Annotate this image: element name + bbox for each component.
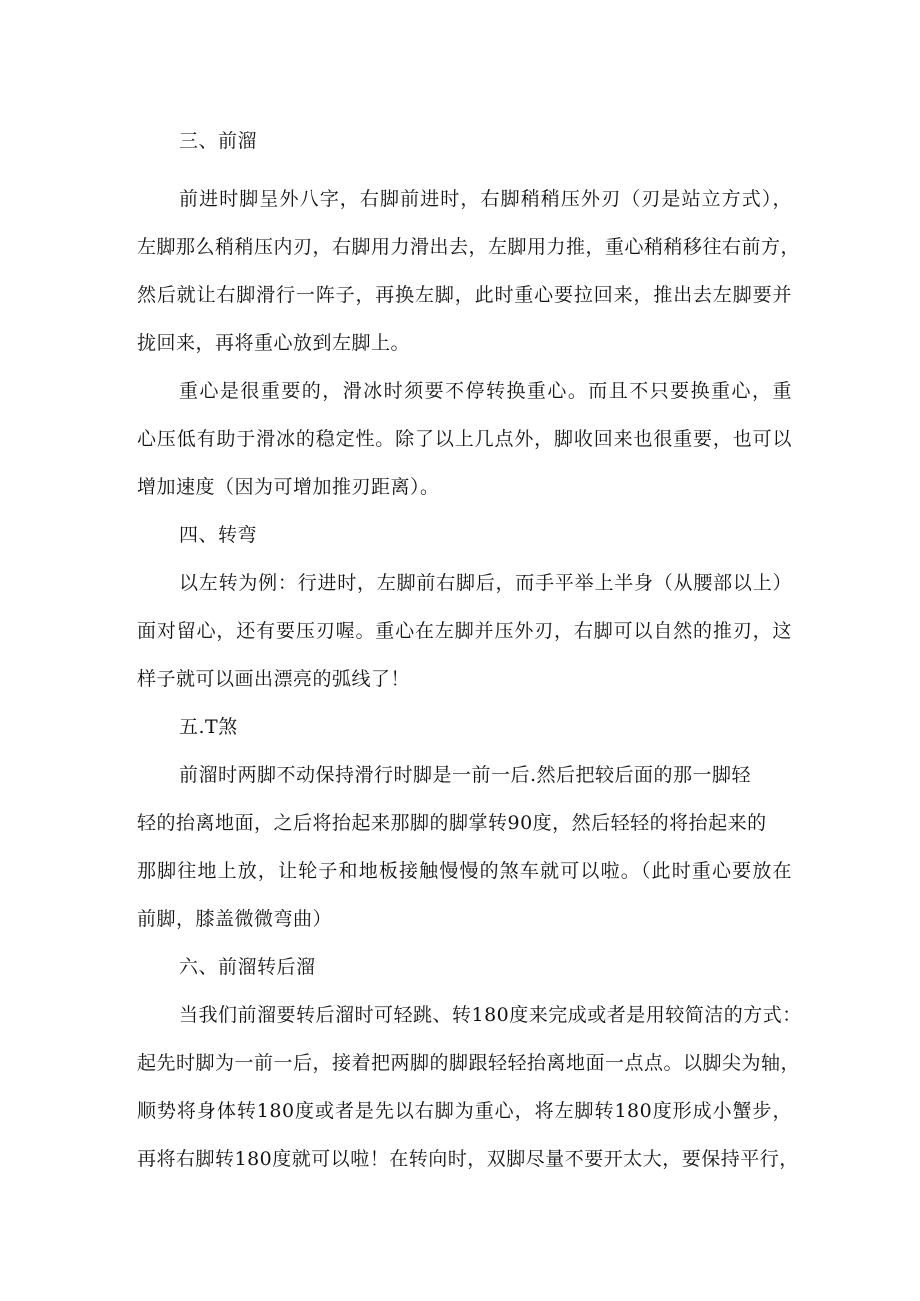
text-line: 那脚往地上放，让轮子和地板接触慢慢的煞车就可以啦。（此时重心要放在 [137,860,792,882]
text-line: 前脚，膝盖微微弯曲） [137,908,333,930]
text-line: 重心是很重要的，滑冰时须要不停转换重心。而且不只要换重心，重 [179,380,792,402]
text-line: 样子就可以画出漂亮的弧线了！ [137,668,411,690]
text-line: 再将右脚转180度就可以啦！在转向时，双脚尽量不要开太大，要保持平行， [137,1148,799,1170]
section-heading-turning: 四、转弯 [179,524,258,546]
text-line: 面对留心，还有要压刃喔。重心在左脚并压外刃，右脚可以自然的推刃，这 [137,620,792,642]
text-line: 左脚那么稍稍压内刃，右脚用力滑出去，左脚用力推，重心稍稍移往右前方， [137,236,801,258]
paragraph-t-stop [137,751,792,943]
text-line: 前进时脚呈外八字，右脚前进时，右脚稍稍压外刃（刃是站立方式）， [179,188,792,210]
text-line: 拢回来，再将重心放到左脚上。 [137,332,411,354]
section-heading-front-to-back: 六、前溜转后溜 [179,956,316,978]
text-line: 当我们前溜要转后溜时可轻跳、转180度来完成或者是用较简洁的方式： [179,1004,802,1026]
text-line: 起先时脚为一前一后，接着把两脚的脚跟轻轻抬离地面一点点。以脚尖为轴， [137,1052,801,1074]
text-line: 然后就让右脚滑行一阵子，再换左脚，此时重心要拉回来，推出去左脚要并 [137,284,792,306]
text-line: 增加速度（因为可增加推刃距离）。 [137,476,440,498]
section-heading-t-stop: 五.T煞 [179,716,238,738]
paragraph-front-glide-technique [137,175,801,367]
text-line: 前溜时两脚不动保持滑行时脚是一前一后.然后把较后面的那一脚轻 [179,764,752,786]
text-line: 以左转为例：行进时，左脚前右脚后，而手平举上半身（从腰部以上） [179,572,792,594]
paragraph-center-of-gravity [137,367,792,511]
text-line: 心压低有助于滑冰的稳定性。除了以上几点外，脚收回来也很重要，也可以 [137,428,792,450]
paragraph-turning [137,559,792,703]
text-line: 轻的抬离地面，之后将抬起来那脚的脚掌转90度，然后轻轻的将抬起来的 [137,812,767,834]
section-heading-front-glide: 三、前溜 [179,130,258,152]
text-line: 顺势将身体转180度或者是先以右脚为重心，将左脚转180度形成小蟹步， [137,1100,792,1122]
paragraph-front-to-back [137,991,802,1183]
